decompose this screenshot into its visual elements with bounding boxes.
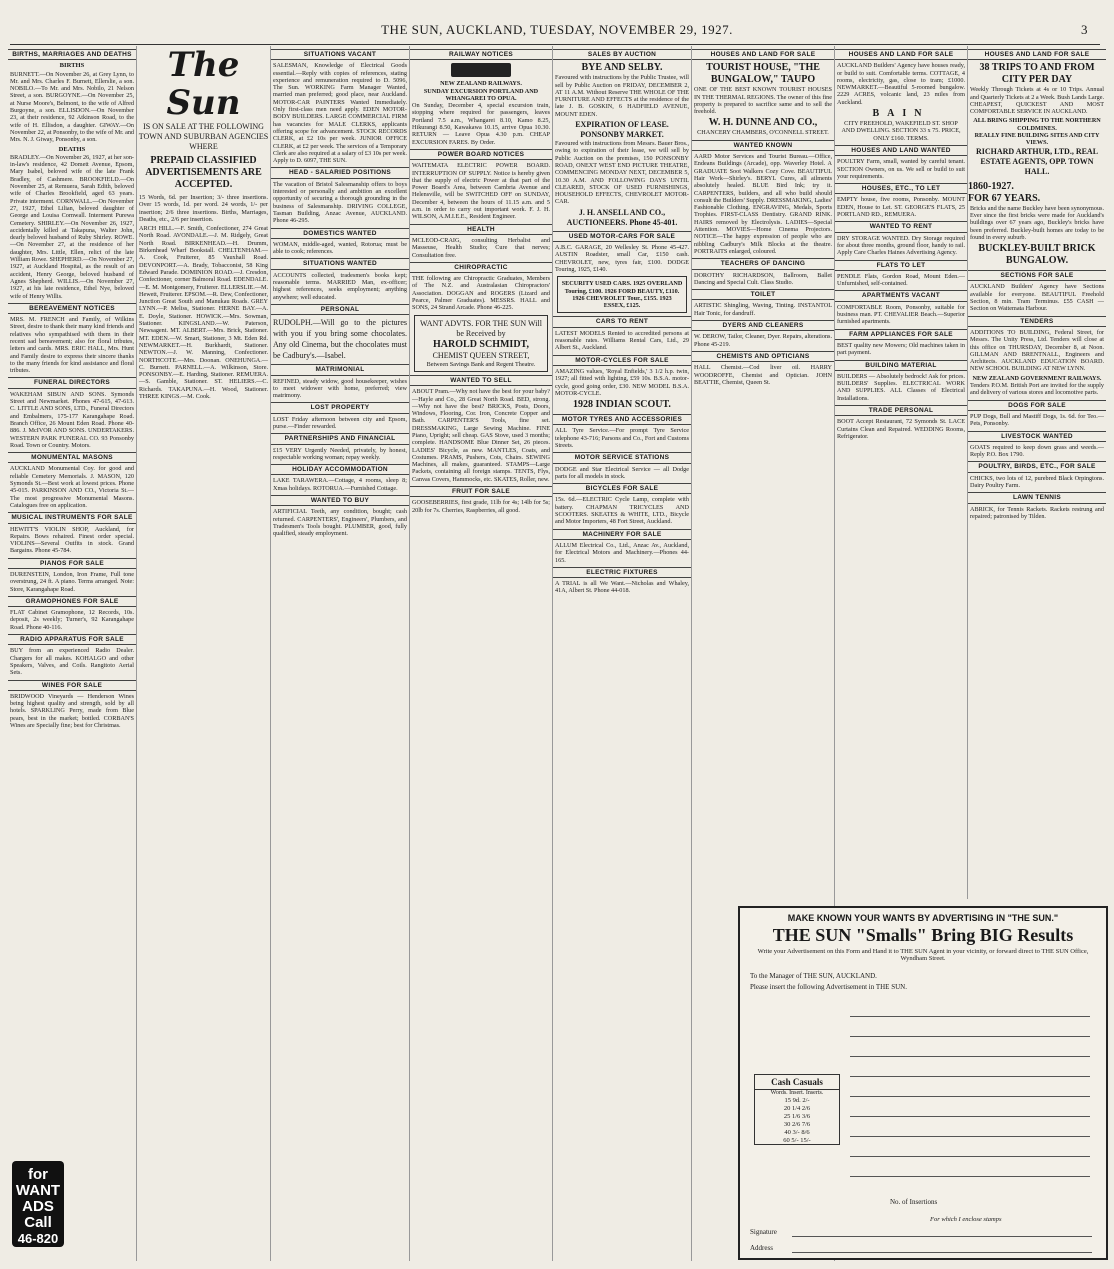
cash-casuals-header: Words. Insert. Inserts. bbox=[770, 1090, 824, 1096]
trips-heading: 38 TRIPS TO AND FROM CITY PER DAY bbox=[979, 62, 1095, 86]
power-board-notice: WAITEMATA ELECTRIC POWER BOARD. INTERRUPTION OF SUPPLY. Notice is hereby given that the supply of electric Power at that part of the Power Board's Area, between Cambria Avenue and Helensville, will be SWITCHED OFF on SUNDAY, December 4, between the hours of 11.15 a.m. and 5 a.m. in order to carry out important work. F. J. H. WILSON, A.M.I.E.E., Resident Engineer. bbox=[412, 162, 550, 221]
agency-list: ARCH HILL.—F. Smith, Confectioner, 274 Great North Road. AVONDALE.—J. M. Ridgely, Great North Road. BIRKENHEAD.—H. Drumm, Birkenhead Wharf Bookstall. CHELTENHAM.—A. Cook, Fruiterer, 85 Vauxhall Road. DEVONPORT.—A. Brady, Tobacconist, 58 King Edward Parade. DOMINION ROAD.—J. Cresdon, Confectioner, corner Balmoral Road. EDENDALE.—E. M. Montgomery, Fruiterer. ELLERSLIE.—M. Hewett, Fruiterer. EPSOM.—R. Dew, Confectioner, Junction Great South and Manukau Roads. GREY LYNN.—P. Meliss, Stationer. HERNE BAY.—A. E. Doyle, Stationer. HOWICK.—Mrs. Sowman, Stationer. KINGSLAND.—W. Paterson, Newsagent. MT. ALBERT.—Mrs. Brick, Stationer. MT. EDEN.—W. Smart, Stationer, 3 Mt. Eden Rd. NEWMARKET.—H. Burkhardt, Stationer. NEWTON.—J. W. Manning, Confectioner. NORTHCOTE.—Mrs. Doonan. ONEHUNGA.—C. Burnett. PARNELL.—A. Wilkinson, Store. PONSONBY.—E. Harding, Stationer. REMUERA.—S. Gamble, Stationer. ST. HELIERS.—C. Richards. TAKAPUNA.—H. Wood, Stationer. THREE KINGS.—M. Cook. bbox=[139, 225, 268, 401]
cash-rate-row: 20 1/4 2/6 bbox=[783, 1104, 811, 1112]
section-heading: MOTOR-CYCLES FOR SALE bbox=[553, 355, 691, 366]
column-5 bbox=[553, 46, 692, 1261]
section-heading: BICYCLES FOR SALE bbox=[553, 483, 691, 494]
wanted-to-buy-ads: ARTIFICIAL Teeth, any condition, bought; cash returned. CARPENTERS', Engineers', Plumbers, and Tradesmen's Tools bought. PLUMBER, good, fully qualified, steady employment. bbox=[273, 508, 407, 538]
column-3 bbox=[271, 46, 410, 1261]
wanted-to-rent-ads: DRY STORAGE WANTED. Dry Storage required for about three months, ground floor, handy to rail. Apply Care Charles Haines Advertising Agency. bbox=[837, 234, 965, 257]
train-illustration bbox=[451, 63, 511, 77]
cash-casuals-table bbox=[754, 1074, 840, 1145]
security-cars-list: SECURITY USED CARS. 1925 OVERLAND Touring, £100. 1926 FORD BEAUTY, £110. 1926 CHEVROLET Tour., £155. 1923 ESSEX, £125. bbox=[561, 280, 683, 310]
on-sale-heading: IS ON SALE AT THE FOLLOWING TOWN AND SUBURBAN AGENCIES WHERE bbox=[138, 122, 269, 151]
form-address-label: Address bbox=[750, 1244, 773, 1252]
section-heading: BIRTHS, MARRIAGES AND DEATHS bbox=[8, 49, 136, 60]
market-auction: Favoured with instructions from Messrs. Bauer Bros., owing to expiration of their lease, we will sell by Public Auction on the premises, 150 PONSONBY ROAD, ONEXT WEST END PICTURE THEATRE, COMMENCING MONDAY NEXT, DECEMBER 5, 10.30 A.M. AND FOLLOWING DAYS UNTIL CLEARED, STOCK OF USED FURNISHINGS, HOUSEHOLD EFFECTS, CHEVROLET MOTOR-CAR. bbox=[555, 140, 689, 206]
masthead-title: THE SUN, AUCKLAND, TUESDAY, NOVEMBER 29, 1927. bbox=[381, 22, 733, 37]
nzr-text: Tenders P.O.M. British Port are invited for the supply and delivery of various stores and locomotive parts. bbox=[970, 382, 1104, 397]
column-7 bbox=[835, 46, 968, 899]
death-notices: BRADLEY.—On November 26, 1927, at her son-in-law's residence, 42 Domett Avenue, Epsom, Mary Isabel, beloved wife of the late Frank Bradley, of Cashmere. BROOKFIELD.—On November 25, at Remuera, Sarah Edith, beloved wife of Charles Brookfield, aged 63 years. Private interment. CORNWALL.—On November 27, 1927, Ethel Lilian, beloved daughter of George and Louisa Cornwall. Interment Purewa Cemetery. SHIRLEY.—On November 26, 1927, accidentally killed at Takapuna, Walter John, dearly beloved husband of Ruby Shirley. ROWE.—On November 27, at the residence of her daughter, Mrs. Little, Ellen, relict of the late William Rowe. SHEPHERD.—On November 27, 1927, at Auckland Hospital, as the result of an accident, Henry George, beloved husband of Agnes Shepherd. WILLIS.—On November 27, 1927, at his late residence, Ethel Nye, beloved wife of Henry Willis. bbox=[10, 153, 134, 300]
advert-rates: 15 Words, 6d. per Insertion; 3/- three insertions. Over 15 words, 1d. per word. 24 words, 1/- per insertion; 2/6 three insertions. Births, Marriages, Deaths, etc., 2/6 per insertion. bbox=[139, 194, 268, 223]
musical-ads: HEWITT'S VIOLIN SHOP, Auckland, for Repairs. Bows rehaired. Finest order special. VIOLINS—Several Outfits in stock. Grand Bargains. Phone 45-784. bbox=[10, 525, 134, 555]
section-heading: WANTED TO RENT bbox=[835, 221, 967, 232]
sub-heading: BIRTHS bbox=[59, 62, 85, 70]
section-heading: HEAD - SALARIED POSITIONS bbox=[271, 167, 409, 178]
form-write-line[interactable] bbox=[850, 1076, 1090, 1077]
section-heading: TOILET bbox=[692, 289, 834, 300]
cash-rate-row: 15 9d. 2/- bbox=[784, 1096, 810, 1104]
lease-heading: EXPIRATION OF LEASE. PONSONBY MARKET. bbox=[575, 120, 669, 140]
section-heading: HOUSES AND LAND WANTED bbox=[835, 145, 967, 156]
column-1 bbox=[8, 46, 137, 1261]
to-let-ads: EMPTY house, five rooms, Ponsonby. MOUNT EDEN, House to Let. ST. GEORGE'S FLATS, 25 PORTLAND RD., REMUERA. bbox=[837, 196, 965, 219]
section-heading: SECTIONS FOR SALE bbox=[968, 270, 1106, 281]
want-advts-street: CHEMIST QUEEN STREET, bbox=[432, 350, 530, 360]
tennis-ads: ABRICK, for Tennis Rackets. Rackets restrung and repaired; patronised by Tilden. bbox=[970, 505, 1104, 520]
section-heading: LIVESTOCK WANTED bbox=[968, 431, 1106, 442]
poultry-ads: CHICKS, two lots of 12, purebred Black Orpingtons. Dairy Poultry Farm. bbox=[970, 474, 1104, 489]
form-stamps-label: For which I enclose stamps bbox=[930, 1216, 1002, 1223]
sub-heading: DEATHS bbox=[58, 145, 86, 153]
bereavement-notices: MRS. M. FRENCH and Family, of Wilkins Street, desire to thank their many kind friends and relatives who sympathised with them in their recent sad bereavement; also for floral tributes, letters and cards. MRS. ERIC HALL, Mrs. Hunt and Family desire to express their sincere thanks to the many friends for kind assistance and floral tributes. bbox=[10, 316, 134, 375]
sun-logo-title: The Sun bbox=[166, 46, 241, 123]
form-write-line[interactable] bbox=[850, 1136, 1090, 1137]
holiday-ads: LAKE TARAWERA.—Cottage, 4 rooms, sleep 8; Xmas holidays. ROTORUA.—Furnished Cottage. bbox=[273, 477, 407, 492]
railway-notice: On Sunday, December 4, special excursion train, stopping where required for passengers, leaves Portland 7.5 a.m., Whangarei 8.10, Kamo 8.25, Hikurangi 8.50, Kawakawa 10.15, arrive Opua 10.30. RETURN — Leave Opua 4.30 p.m. CHEAP EXCURSION FARES. By Order. bbox=[412, 102, 550, 146]
excursion-heading: SUNDAY EXCURSION PORTLAND AND WHANGAREI TO OPUA. bbox=[423, 87, 539, 102]
section-heading: CARS TO RENT bbox=[553, 316, 691, 327]
section-heading: SALES BY AUCTION bbox=[553, 49, 691, 60]
nzr-heading: NEW ZEALAND GOVERNMENT RAILWAYS. bbox=[972, 374, 1102, 382]
section-heading: SITUATIONS WANTED bbox=[271, 258, 409, 269]
section-heading: HOUSES, ETC., TO LET bbox=[835, 183, 967, 194]
funeral-ads: WAKEHAM SIBUN AND SONS. Symonds Street and Newmarket. Phones 47-615, 47-613. C. LITTLE AND SONS, LTD., Funeral Directors and Embalmers, 175-177 Karangahape Road. Branch Office, 26 Mount Eden Road. Phone 40-886. J. McIVOR AND SONS. UNDERTAKERS. WESTERN PARK FUNERAL CO. 93 Ponsonby Road. Town or Country. Motors. bbox=[10, 390, 134, 449]
section-heading: HEALTH bbox=[410, 224, 552, 235]
section-heading: FLATS TO LET bbox=[835, 260, 967, 271]
apartments-ads: COMFORTABLE Room, Ponsonby, suitable for business man. PT. CHEVALIER Beach.—Superior furnished apartments. bbox=[837, 303, 965, 326]
section-heading: APARTMENTS VACANT bbox=[835, 290, 967, 301]
section-heading: PERSONAL bbox=[271, 304, 409, 315]
want-advts-text: WANT ADVTS. FOR THE SUN Will be Received by bbox=[420, 318, 542, 338]
section-heading: DYERS AND CLEANERS bbox=[692, 320, 834, 331]
livestock-ads: GOATS required to keep down grass and weeds.—Reply P.O. Box 1790. bbox=[970, 443, 1104, 459]
section-heading: FUNERAL DIRECTORS bbox=[8, 377, 136, 388]
section-heading: POULTRY, BIRDS, ETC., FOR SALE bbox=[968, 461, 1106, 472]
sections-ads: AUCKLAND Builders' Agency have Sections available for everyone. BEAUTIFUL Freehold Section, 8 min. Tram Terminus. £55 CASH — Section on Waitemata Harbour. bbox=[970, 283, 1104, 313]
lost-property-ad: LOST Friday afternoon between city and Epsom, purse.—Finder rewarded. bbox=[273, 415, 407, 430]
section-heading: BUILDING MATERIAL bbox=[835, 360, 967, 371]
section-heading: MONUMENTAL MASONS bbox=[8, 452, 136, 463]
situations-wanted-ads: ACCOUNTS collected, tradesmen's books kept; reasonable terms. MARRIED Man, ex-officer; highest references, seeks employment; anything anywhere; well educated. bbox=[273, 271, 407, 301]
section-heading: WANTED TO BUY bbox=[271, 495, 409, 506]
form-instructions: Write your Advertisement on this Form and Hand it to THE SUN Agent in your vicinity, or forward direct to THE SUN Office, Wyndham Street. bbox=[757, 948, 1089, 962]
used-car-ads: A.B.C. GARAGE, 20 Wellesley St. Phone 45-427. AUSTIN Roadster, small Car, £150 cash. CHEVROLET, new, tyres fair, £100. DODGE Touring, 1925, £140. bbox=[555, 244, 689, 273]
form-write-line[interactable] bbox=[850, 1096, 1090, 1097]
matrimonial-ad: REFINED, steady widow, good housekeeper, wishes to meet widower with home, preferred; view matrimony. bbox=[273, 377, 407, 400]
section-heading: WANTED TO SELL bbox=[410, 375, 552, 386]
bain-text: CITY FREEHOLD, WAKEFIELD ST. SHOP AND DWELLING. SECTION 33 x 75. PRICE, ONLY £160. TERMS. bbox=[841, 120, 961, 142]
want-advts-location: Between Savings Bank and Regent Theatre. bbox=[426, 360, 536, 368]
section-heading: BEREAVEMENT NOTICES bbox=[8, 303, 136, 314]
section-heading: RADIO APPARATUS FOR SALE bbox=[8, 634, 136, 645]
auction-notice: Favoured with instructions by the Public Trustee, will sell by Public Auction on FRIDAY, DECEMBER 2, AT 11 A.M. Without Reserve THE WHOLE OF THE FURNITURE AND EFFECTS at the residence of the late J. B. GOSKIN, 6 HADFIELD AVENUE, MOUNT EDEN. bbox=[555, 74, 689, 118]
tourist-house-heading: TOURIST HOUSE, "THE BUNGALOW," TAUPO bbox=[706, 62, 820, 86]
building-sites-heading: REALLY FINE BUILDING SITES AND CITY VIEWS. bbox=[974, 132, 1100, 147]
section-heading: FRUIT FOR SALE bbox=[410, 486, 552, 497]
fruit-ads: GOOSEBERRIES, first grade, 11lb for 4s; 14lb for 5s; 20lb for 7s. Cherries, Raspberries, all good. bbox=[412, 499, 550, 514]
financial-ad: £15 VERY Urgently Needed, privately, by honest, respectable working woman; repay weekly. bbox=[273, 446, 407, 461]
trips-text: Weekly Through Tickets at 4s or 10 Trips. Annual and Quarterly Tickets at 2 a Week. Bush Lands Large. CHEAPEST, QUICKEST AND MOST COMFORTABLE SERVICE IN AUCKLAND. bbox=[970, 86, 1104, 116]
dunne-address: CHANCERY CHAMBERS, O'CONNELL STREET. bbox=[697, 129, 829, 137]
tourist-house-text: ONE OF THE BEST KNOWN TOURIST HOUSES IN THE THERMAL REGIONS. The owner of this fine property is prepared to sacrifice same and to sell the freehold. bbox=[694, 86, 832, 116]
cash-rates-table bbox=[755, 1096, 839, 1144]
section-heading: HOLIDAY ACCOMMODATION bbox=[271, 464, 409, 475]
radio-ads: BUY from an experienced Radio Dealer. Chargers for all makes. KOHALGO and other Speakers, Valves, and Coils. Rangitoto Aerial Sets. bbox=[10, 647, 134, 677]
cash-rate-row: 30 2/6 7/6 bbox=[783, 1120, 811, 1128]
section-heading: PARTNERSHIPS AND FINANCIAL bbox=[271, 433, 409, 444]
houses-wanted-ads: POULTRY Farm, small, wanted by careful tenant. SECTION Owners, on us. We sell or build to suit your requirements. bbox=[837, 158, 965, 180]
goldmines-heading: ALL BRING SHIPPING TO THE NORTHERN COLDMINES. bbox=[973, 117, 1101, 132]
section-heading: ELECTRIC FIXTURES bbox=[553, 567, 691, 578]
piano-ads: DURENSTEIN, London, Iron Frame, Full tone overstrung, 24 ft. A piano. Terms arranged. Note: Store, Karangahape Road. bbox=[10, 571, 134, 593]
section-heading: MOTOR TYRES AND ACCESSORIES bbox=[553, 414, 691, 425]
section-heading: DOGS FOR SALE bbox=[968, 400, 1106, 411]
monumental-ads: AUCKLAND Monumental Coy. for good and reliable Cemetery Memorials. J. MASON, 120 Symonds St.—Best work at lowest prices. Phone 45-015. PARKINSON AND CO., Victoria St.—The most progressive Monumental Masons. Catalogues free on application. bbox=[10, 465, 134, 509]
years-range: 1860-1927. bbox=[968, 180, 1014, 192]
form-insertions-label: No. of Insertions bbox=[890, 1198, 938, 1206]
building-ads: BUILDERS — Absolutely bedrock! Ask for prices. BUILDERS' Supplies. ELECTRICAL WORK AND SUPPLIES. ALL Classes of Electrical Installations. bbox=[837, 372, 965, 402]
dancing-ads: DOROTHY RICHARDSON, Ballroom, Ballet Dancing and Special Cult. Class Studio. bbox=[694, 271, 832, 286]
form-please-insert: Please insert the following Advertisement in THE SUN. bbox=[750, 983, 907, 991]
cash-rate-row: 25 1/6 3/6 bbox=[783, 1112, 811, 1120]
houses-sale-ads: AUCKLAND Builders' Agency have houses ready, or build to suit. Comfortable terms. COTTAGE, 4 rooms, electricity, gas, close to tram; £1000. NEWMARKET.—Beautiful 5-roomed bungalow. 2229 ACRES, volcanic land, 23 miles from Auckland. bbox=[837, 62, 965, 106]
section-heading: WANTED KNOWN bbox=[692, 140, 834, 151]
form-signature-label: Signature bbox=[750, 1228, 777, 1236]
section-heading: WINES FOR SALE bbox=[8, 680, 136, 691]
section-heading: HOUSES AND LAND FOR SALE bbox=[835, 49, 967, 60]
section-heading: SITUATIONS VACANT bbox=[271, 49, 409, 60]
smalls-order-form bbox=[738, 906, 1108, 1260]
section-heading: CHIROPRACTIC bbox=[410, 262, 552, 273]
column-8 bbox=[968, 46, 1106, 899]
want-advts-box bbox=[414, 315, 548, 372]
cars-to-rent-ad: LATEST MODELS Rented to accredited persons at reasonable rates. Williams Rental Cars, Ltd., 29 Albert St., Auckland. bbox=[555, 329, 689, 352]
richard-arthur: RICHARD ARTHUR, LTD., REAL ESTATE AGENTS, OPP. TOWN HALL. bbox=[975, 146, 1099, 176]
form-make-known: MAKE KNOWN YOUR WANTS BY ADVERTISING IN "THE SUN." bbox=[787, 913, 1059, 923]
electric-ads: A TRIAL is all We Want.—Nicholas and Whaley, 41A, Albert St. Phone 44-018. bbox=[555, 580, 689, 595]
form-title: THE SUN "Smalls" Bring BIG Results bbox=[772, 925, 1074, 945]
section-heading: DOMESTICS WANTED bbox=[271, 228, 409, 239]
flats-ads: PENDLE Flats, Gordon Road, Mount Eden.—Unfurnished, self-contained. bbox=[837, 272, 965, 288]
farm-ads: BEST quality new Mowers; Old machines taken in part payment. bbox=[837, 341, 965, 357]
health-ad: MCLEOD-CRAIG, consulting Herbalist and Masseuse, Health Studio; Cure that nerves; Consultation free. bbox=[412, 236, 550, 259]
wanted-to-sell-ads: ABOUT Pram.—Why not have the best for your baby?—Hayle and Co., 28 Great North Road. BED, strong.—Why not have the best? BRICKS, Posts, Doors, Windows, Flooring, Cor. Iron, Concrete Copper and Bath. CARPENTER'S Tools, fine set. DRESSMAKING, Large Sewing Machine. FINE Piano, Upright; sell cheap. GAS Stove, used 3 months; complete. HANDSOME Blue Dinner Set, 26 pieces. LADIES' Bicycle, as new. MANTLES, Coats, and Costumes. PRAMS, Pushers, Cots, Chairs. SEWING Machines, all makes, guaranteed. STAMPS—Large Packets, containing all foreign stamps. TENTS, Flys, Canvas Covers, Hammocks, etc. SKATES, Roller, new. bbox=[412, 388, 550, 483]
service-station-ads: DODGE and Star Electrical Service — all Dodge parts for all models in stock. bbox=[555, 465, 689, 480]
form-write-line[interactable] bbox=[850, 1036, 1090, 1037]
domestic-ads: WOMAN, middle-aged, wanted, Rotorua; must be able to cook; references. bbox=[273, 240, 407, 256]
address-line[interactable] bbox=[792, 1252, 1092, 1253]
form-write-line[interactable] bbox=[850, 1056, 1090, 1057]
prepaid-heading: PREPAID CLASSIFIED ADVERTISEMENTS ARE ACCEPTED. bbox=[145, 155, 262, 190]
tender-ads: ADDITIONS TO BUILDING, Federal Street, for Messrs. The Unity Press, Ltd. Tenders will close at this office on THURSDAY, December 8, at Noon. GILLMAN AND BRENTNALL, Engineers and Architects. AUCKLAND EDUCATION BOARD. NEW SCHOOL BUILDING AT NEW LYNN. bbox=[970, 328, 1104, 373]
section-heading: CHEMISTS AND OPTICIANS bbox=[692, 351, 834, 362]
section-heading: MACHINERY FOR SALE bbox=[553, 529, 691, 540]
form-write-line[interactable] bbox=[850, 1116, 1090, 1117]
section-heading: RAILWAY NOTICES bbox=[410, 49, 552, 60]
bicycle-ads: 15s. 6d.—ELECTRIC Cycle Lamp, complete with battery. CHAPMAN TRICYCLES AND SCOOTERS. SKEATES & WHITE, LTD., Bicycle and Motor Importers, 48 Fort Street, Auckland. bbox=[555, 496, 689, 526]
form-write-line[interactable] bbox=[850, 1176, 1090, 1177]
section-heading: MATRIMONIAL bbox=[271, 364, 409, 375]
section-heading: TENDERS bbox=[968, 316, 1106, 327]
personal-ad: RUDOLPH.—Will go to the pictures with you if you bring some chocolates. Any old Cinema, but the chocolates must be Cadbury's.—Isabel. bbox=[273, 318, 407, 361]
toilet-ads: ARTISTIC Shingling, Waving, Tinting. INSTANTOL Hair Tonic, for dandruff. bbox=[694, 302, 832, 317]
cash-rate-row: 40 3/- 8/6 bbox=[784, 1128, 810, 1136]
dunne-name: W. H. DUNNE AND CO., bbox=[708, 117, 818, 129]
dogs-ads: PUP Dogs, Bull and Mastiff Dogs, 1s. 6d. for Teo.—Pets, Ponsonby. bbox=[970, 412, 1104, 428]
trade-personal-ads: BOOT Accept Restaurant, 72 Symonds St. LACE Curtains Clean and Repaired. WEDDING Rooms, Refrigerator. bbox=[837, 418, 965, 440]
section-heading: USED MOTOR-CARS FOR SALE bbox=[553, 231, 691, 242]
buckley-heading: BUCKLEY-BUILT BRICK BUNGALOW. bbox=[978, 243, 1096, 267]
column-2 bbox=[137, 46, 271, 1261]
signature-line[interactable] bbox=[792, 1236, 1092, 1237]
cash-rate-row: 60 5/- 15/- bbox=[783, 1136, 811, 1144]
salaried-ads: The vacation of Bristol Salesmanship offers to boys interested or personally and ambition an excellent opportunity of securing a thorough grounding in the business of Salesmanship. DRIVING COLLEGE, Tasman Building, Anzac Avenue, AUCKLAND. Phone 46-295. bbox=[273, 180, 407, 225]
buckley-text: Bricks and the name Buckley have been synonymous. Ever since the first bricks were made for Auckland's buildings over 67 years ago, Buckley's bricks have been preferred. Buckley-built homes are today to be found in every suburb. bbox=[970, 204, 1104, 241]
form-write-line[interactable] bbox=[850, 1016, 1090, 1017]
section-heading: PIANOS FOR SALE bbox=[8, 558, 136, 569]
section-heading: GRAMOPHONES FOR SALE bbox=[8, 596, 136, 607]
auctioneer-name: BYE AND SELBY. bbox=[581, 62, 663, 74]
years-count: FOR 67 YEARS. bbox=[968, 192, 1041, 204]
form-to-manager: To the Manager of THE SUN, AUCKLAND. bbox=[750, 972, 877, 980]
column-4 bbox=[410, 46, 553, 1261]
section-heading: LAWN TENNIS bbox=[968, 492, 1106, 503]
page-number: 3 bbox=[1081, 22, 1088, 37]
section-heading: TEACHERS OF DANCING bbox=[692, 258, 834, 269]
form-write-line[interactable] bbox=[850, 1156, 1090, 1157]
want-ads-label: for WANT ADS Call bbox=[15, 1166, 61, 1231]
section-heading: TRADE PERSONAL bbox=[835, 405, 967, 416]
births-notices: BURNETT.—On November 26, at Grey Lynn, to Mr. and Mrs. Charles F. Burnett, Ellerslie, a son. NOBILO.—To Mr. and Mrs. Nobilo, 21 Nelson Street, a son. BURGOYNE.—On November 25, at Nurse Moore's, Belmont, to the wife of Alfred Burgoyne, a son. ELLISDON.—On November 23, at their residence, 92 Atkinson Road, to the wife of H. Ellisdon, a daughter. GIWAY.—On November 22, at Ponsonby, to the wife of Mr. and Mrs. N. J. Giway, Ponsonby, a son. bbox=[10, 70, 135, 144]
want-ads-phone: 46-820 bbox=[17, 1231, 59, 1246]
section-heading: MOTOR SERVICE STATIONS bbox=[553, 452, 691, 463]
cash-casuals-title: Cash Casuals bbox=[755, 1075, 839, 1090]
bain-heading: BAIN bbox=[872, 108, 930, 120]
tyre-ads: ALL Tyre Service.—For prompt Tyre Service telephone 43-716; Parsons and Co., Fort and Customs Streets. bbox=[555, 427, 689, 449]
want-ads-call-badge bbox=[12, 1161, 64, 1247]
indian-scout-heading: 1928 INDIAN SCOUT. bbox=[573, 399, 671, 411]
auctioneers-ansell: J. H. ANSELL AND CO., AUCTIONEERS. Phone 45-401. bbox=[566, 207, 678, 227]
section-heading: MUSICAL INSTRUMENTS FOR SALE bbox=[8, 512, 136, 523]
machinery-ads: ALLUM Electrical Co., Ltd., Anzac Av., Auckland, for Electrical Motors and Machinery.—Phones 44-165. bbox=[555, 541, 689, 564]
security-used-cars-box bbox=[557, 276, 687, 313]
masthead-rule bbox=[10, 44, 1100, 45]
railway-heading: NEW ZEALAND RAILWAYS. bbox=[440, 80, 522, 88]
motor-cycle-ads: AMAZING values, 'Royal Enfields,' 3 1/2 h.p. twin, 1927; all fitted with lighting, £59 10s. B.S.A. motor-cycle, good going order, £30. NEW MODEL B.S.A. MOTOR-CYCLE. bbox=[555, 367, 689, 397]
section-heading: HOUSES AND LAND FOR SALE bbox=[692, 49, 834, 60]
situations-vacant-ads: SALESMAN, Knowledge of Electrical Goods essential.—Reply with copies of references, stating experience and remuneration required to D. 5096, The Sun. WORKING Farm Manager Wanted, married man preferred; good place, near Auckland. MOTOR-CAR PAINTERS Wanted Immediately. Only first-class men need apply. EDEN MOTOR-BODY BUILDERS. LARGE COMMERCIAL FIRM has vacancies for MALE CLERKS, applicants offering scope for advancement. STOCK RECORDS CLERK, at £2 10s per week. JUNIOR OFFICE CLERK, at £2 per week. The services of a Temporary Clerk are also required at a salary of £3 10s per week. Apply to D. 6097, THE SUN. bbox=[273, 62, 407, 165]
want-advts-name: HAROLD SCHMIDT, bbox=[433, 338, 529, 350]
section-heading: FARM APPLIANCES FOR SALE bbox=[835, 329, 967, 340]
wine-ads: BRIDWOOD Vineyards — Henderson Wines being highest quality and strength, sold by all hotels. SPARKLING Perry, made from Blue pears, best in the market; bottled. CORBAN'S Wines are Specially fine; best for Christmas. bbox=[10, 692, 134, 730]
chiropractic-ads: THE following are Chiropractic Graduates, Members of The N.Z. and Australasian Chiropractors' Association. DOGGAN and ROGERS (Lizard and Pearce, Palmer Graduates). MESSRS. HALL and SONS, 24 Strand Arcade. Phone 46-225. bbox=[412, 275, 550, 312]
gramophone-ads: FLAT Cabinet Gramophone, 12 Records, 10s. deposit, 2s weekly; Turner's, 92 Karangahape Road. Phone 40-116. bbox=[10, 609, 134, 631]
wanted-known-ads: AARD Motor Services and Tourist Bureau.—Office, Endeans Buildings (Arcade), opp. Waverley Hotel. A GRADUATE Soot Walkers Cozy Cove. BEAUTIFUL Hair Work—Shirley's. BERYL Cures, all ailments absolutely healed. BLUE Bird Ink; try it. CARPENTERS, builders, and all who build should consult the Builders' Supply. DRESSMAKING, Ladies' Fashionable Clothing. ENGRAVING, Medals, Sports Trophies. FIRST-CLASS Dentistry. GRAND RINK. HAIRS removed by Electrolysis. LADIES—Special Attention. MOVIES—Home Cinema Projectors. NOTICE—The happy expression of people who are nibbling Cadbury's Milk Blocks at the theatre. PORTRAITS enlarged, coloured. bbox=[694, 153, 832, 255]
page-masthead bbox=[0, 22, 1114, 42]
section-heading: HOUSES AND LAND FOR SALE bbox=[968, 49, 1106, 60]
dyers-ads: W. DEROW, Tailor, Cleaner, Dyer. Repairs, alterations. Phone 45-219. bbox=[694, 333, 832, 348]
chemists-ads: HALL Chemist.—Cod liver oil. HARRY WOODROFFE, Chemist and Optician. JOHN BEATTIE, Chemist, Queen St. bbox=[694, 364, 832, 386]
section-heading: POWER BOARD NOTICES bbox=[410, 149, 552, 160]
section-heading: LOST PROPERTY bbox=[271, 402, 409, 413]
